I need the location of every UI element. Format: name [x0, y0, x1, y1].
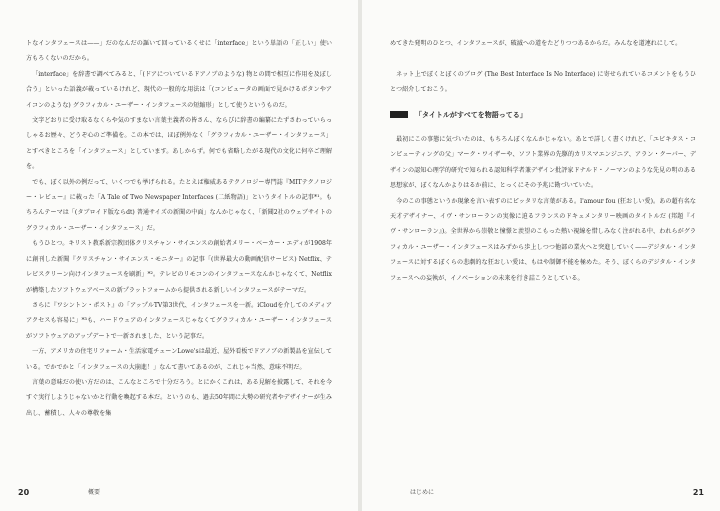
spacer [390, 51, 696, 66]
paragraph: 言葉の意味だの使い方だのは、こんなところで十分だろう。とにかくこれは、ある見解を披露して、それを今すぐ実行しようじゃないかと行動を喚起する本だ。というのも、過去50年間に大勢の研究者やデザイナーが生み出し、蓄積し、人々の尊敬を集 [26, 378, 332, 417]
page-number: 21 [692, 488, 704, 497]
section-heading-text: 「タイトルがすべてを物語ってる」 [415, 109, 527, 119]
paragraph: 一方、アメリカの住宅リフォーム・生活家電チェーンLowe'sは最近、屋外看板でドアノブの新製品を宣伝している。でかでかと「インタフェースの大崩進！」なんて書いてあるのが、これじゃ当然、意味不明だ。 [26, 348, 332, 371]
running-title: 概要 [88, 489, 101, 496]
paragraph: 「interface」を辞書で調べてみると、「(ドアについているドアノブのような) 物との間で相互に作用を及ぼし合う」といった語義が載っているけれど、現代の一般的な用法は「(コンピュータの画面で見かけるボタンやアイコンのような) グラフィカル・ユーザー・インタフェースの短縮形」として使うというものだ。 [26, 70, 332, 109]
paragraph: ネット上でぼくとぼくのブログ (The Best Interface Is No Interface) に寄せられているコメントをもうひとつ紹介しておこう。 [390, 70, 696, 94]
right-page [362, 0, 720, 511]
paragraph: 文字どおりに受け取るなくらや気のすまない言葉主義者の皆さん、ならびに辞書の編纂にたずさわっていらっしゃるお歴々、どうぞ心のご準備を。この本では、ほぼ例外なく「グラフィカル・ユーザー・インタフェース」とすべきところを「インタフェース」としています。あしからず。何でも省略したがる現代の文化に何卒ご理解を。 [26, 117, 332, 171]
paragraph: めてきた発明のひとつ、インタフェースが、破滅への道をたどりつつあるからだ。みんなを道連れにして。 [390, 40, 682, 47]
paragraph: でも、ぼく以外の例だって、いくつでも挙げられる。たとえば権威あるテクノロジー専門誌『MITテクノロジー・レビュー』に載った「A Tale of Two Newspaper Interfaces (二紙物語)」というタイトルの記事*¹。もちろんテーマは「(タブロイド版ならdt) 普通サイズの新聞の中面」なんかじゃなく、「新聞2社のウェブサイトのグラフィカル・ユーザー・インタフェース」だ。 [26, 178, 332, 232]
left-body-text [26, 36, 332, 421]
paragraph: もうひとつ。キリスト教系新宗教団体クリスチャン・サイエンスの創始者メリー・ベーカー・エディが1908年に創刊した新聞『クリスチャン・サイエンス・モニター』の記事「(世界最大の動画配信サービス) Netflix、テレビスクリーン向けインタフェースを刷新」*²。テレビのリモコンのインタフェースなんかじゃなくて、Netflixが構築したソフトウェアベースの新プラットフォームから提供される新しいインタフェースがテーマだ。 [26, 240, 332, 294]
paragraph: さらに『ワシントン・ポスト』の「アップルTV第3世代、インタフェースを一新。iCloudを介してのメディアアクセスも容易に」*³も、ハードウェアのインタフェースじゃなくてグラフィカル・ユーザー・インタフェースがソフトウェアのアップデートで一新されました、という記事だ。 [26, 301, 332, 340]
paragraph: 最初にこの事態に気づいたのは、もちろんぼくなんかじゃない。あとで詳しく書くけれど、「ユビキタス・コンピューティングの父」マーク・ワイザーや、ソフト業界の先駆的カリスマエンジニア、アラン・クーパー、デザインの認知心理学的研究で知られる認知科学者兼デザイン批評家ドナルド・ノーマンのような先見の明のある思想家が、ぼくなんかよりはるか前に、とっくにその予兆に勘づいていた。 [390, 136, 696, 190]
section-heading [390, 107, 696, 122]
paragraph: トなインタフェースは——」だのなんだの謳いて回っているくせに「interface」という単語の「正しい」使い方もろくないのだから。 [26, 40, 332, 63]
right-body-text [390, 36, 696, 286]
running-title: はじめに [410, 489, 435, 496]
page-number: 20 [18, 488, 30, 497]
paragraph: 今のこの事態というか現象を言い表すのにピッタリな言葉がある。l'amour fou (狂おしい愛)。あの超有名な天才デザイナー、イヴ・サンローランの実像に迫るフランスのドキュメンタリー映画のタイトルだ (邦題『イヴ・サンローラン』)。全世界から崇敬と憧憬と羨望のこもった熱い視線を惜しみなく注がれる中、われらがグラフィカル・ユーザー・インタフェースはみずから歩上しつつ他部の業火へと突進していく——デジタル・インタフェースに対するぼくらの悲劇的な狂おしい愛は、もはや制御不能を極めた。そう、ぼくらのデジタル・インタフェースへの妄執が、イノベーションの未来を行き詰こうとしている。 [390, 197, 696, 282]
left-page [0, 0, 358, 511]
heading-bar-icon [390, 111, 408, 118]
